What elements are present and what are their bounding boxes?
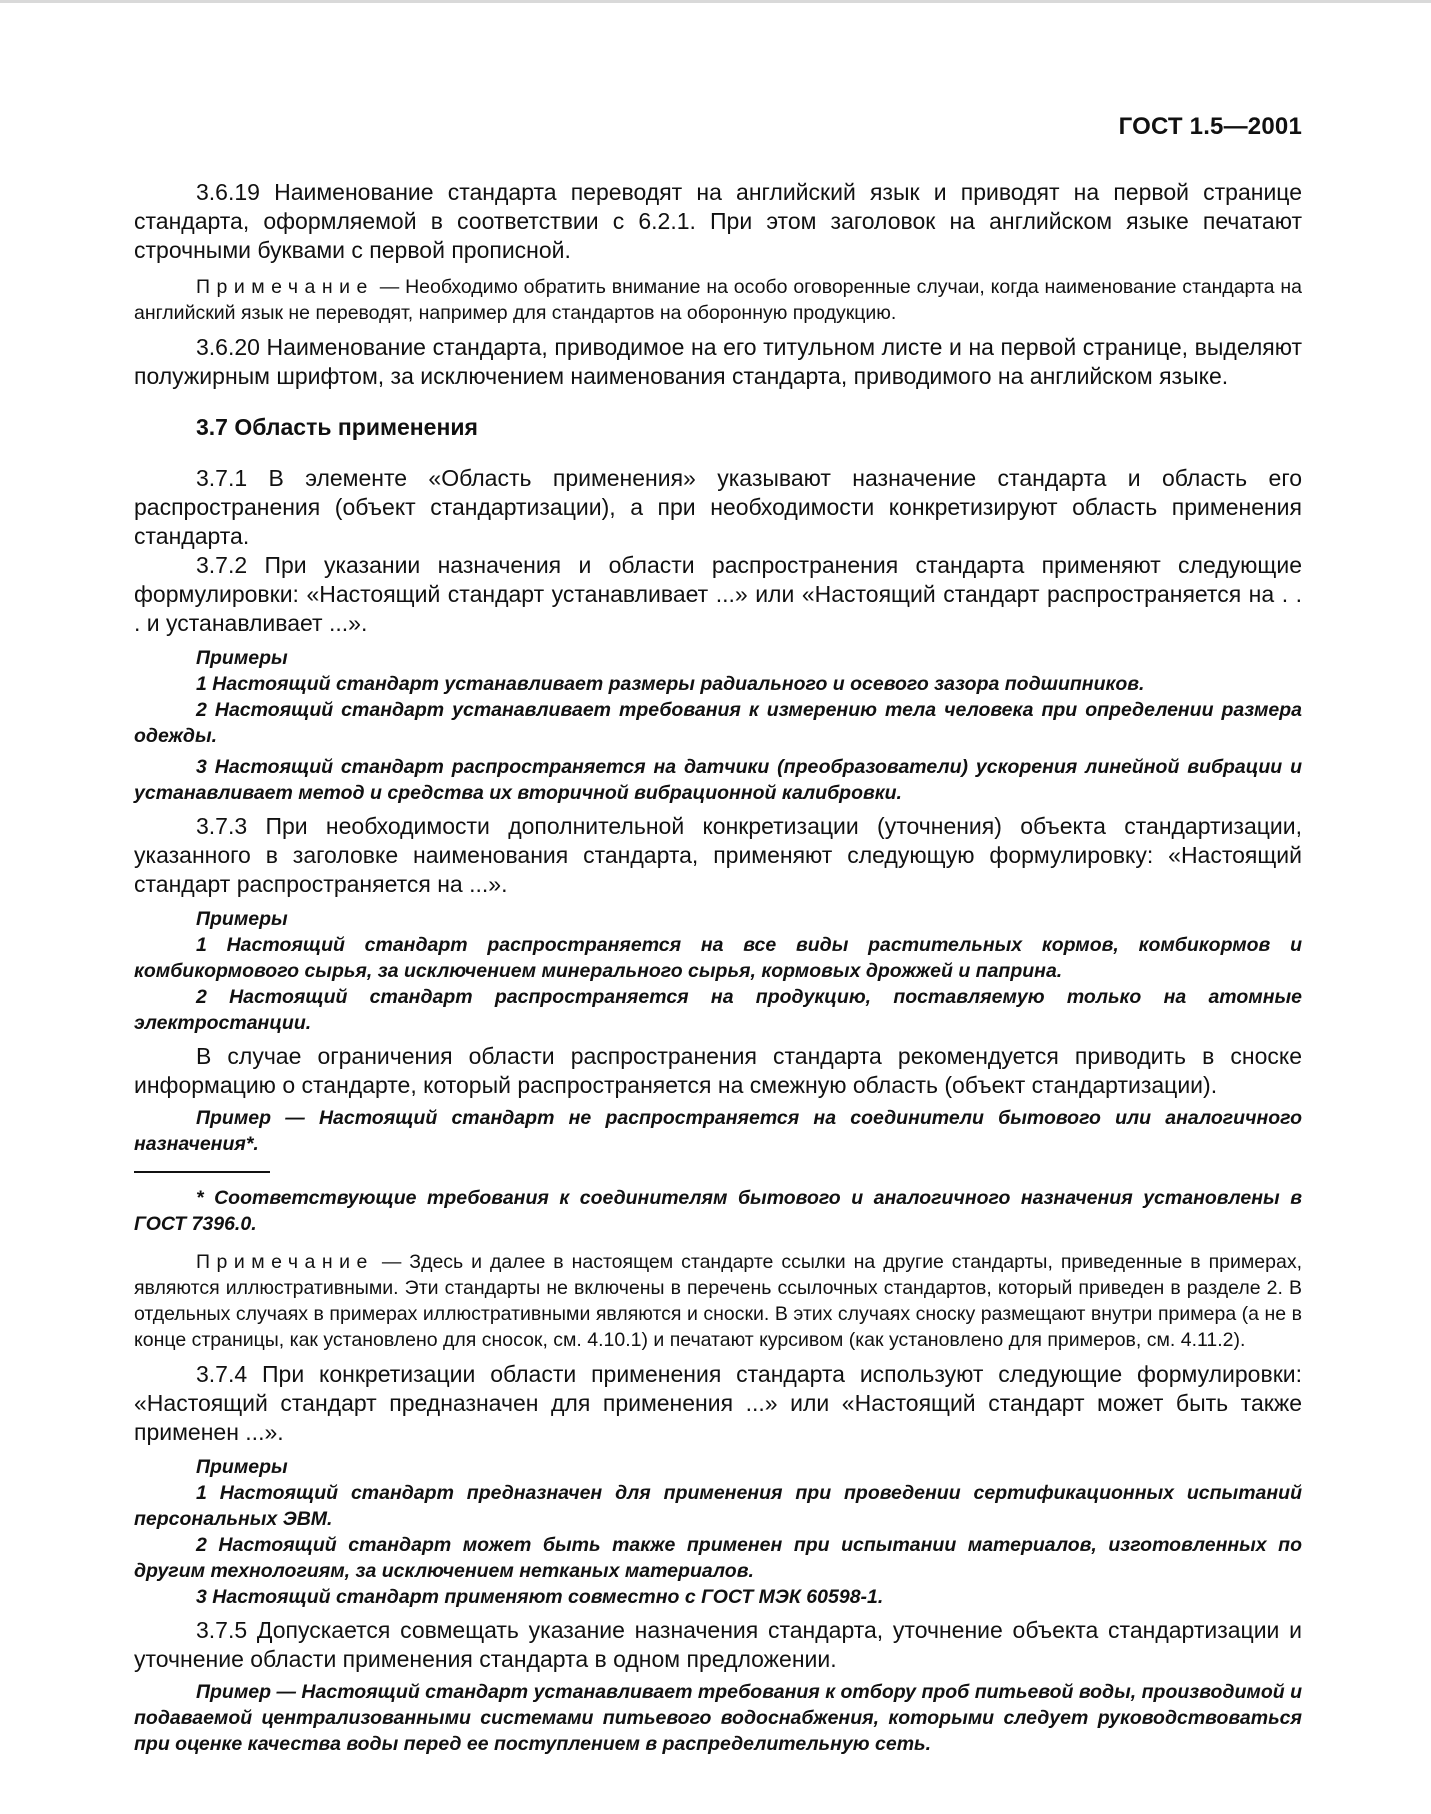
- note-label: Примечание: [196, 276, 374, 298]
- note-label: Примечание: [196, 1251, 374, 1273]
- example-item: 2 Настоящий стандарт распространяется на продукцию, поставляемую только на атомные электростанции.: [134, 986, 1302, 1034]
- note-1: [134, 274, 1302, 326]
- note-text: — Необходимо обратить внимание на особо оговоренные случаи, когда наименование стандарта на английский язык не переводят, например для стандартов на оборонную продукцию.: [134, 276, 1302, 324]
- example-item: 1 Настоящий стандарт распространяется на все виды растительных кормов, комбикормов и комбикормового сырья, за исключением минерального сырья, кормовых дрожжей и паприна.: [134, 934, 1302, 982]
- paragraph-3-6-19: 3.6.19 Наименование стандарта переводят на английский язык и приводят на первой странице стандарта, оформляемой в соответствии с 6.2.1. При этом заголовок на английском языке печатают строчными буквами с первой прописной.: [134, 179, 1302, 263]
- example-item: 3 Настоящий стандарт распространяется на датчики (преобразователи) ускорения линейной вибрации и устанавливает метод и средства их вторичной вибрационной калибровки.: [134, 756, 1302, 804]
- example-item: 1 Настоящий стандарт предназначен для применения при проведении сертификационных испытаний персональных ЭВМ.: [134, 1482, 1302, 1530]
- examples-heading: Примеры: [196, 1456, 288, 1478]
- paragraph-limitation: В случае ограничения области распространения стандарта рекомендуется приводить в сноске информацию о стандарте, который распространяется на смежную область (объект стандартизации).: [134, 1043, 1302, 1098]
- example-single: Пример — Настоящий стандарт не распространяется на соединители бытового или аналогичного назначения*.: [134, 1107, 1302, 1155]
- note-text: — Здесь и далее в настоящем стандарте ссылки на другие стандарты, приведенные в примерах, являются иллюстративными. Эти стандарты не включены в перечень ссылочных стандартов, который приведен в разделе 2. В отдельных случаях в примерах иллюстративными являются и сноски. В этих случаях сноску размещают внутри примера (а не в конце страницы, как установлено для сносок, см. 4.10.1) и печатают курсивом (как установлено для примеров, см. 4.11.2).: [134, 1251, 1302, 1351]
- page-header-standard-number: ГОСТ 1.5—2001: [1118, 113, 1302, 140]
- paragraph-3-7-5: 3.7.5 Допускается совмещать указание назначения стандарта, уточнение объекта стандартизации и уточнение области применения стандарта в одном предложении.: [134, 1617, 1302, 1672]
- paragraph-3-7-2: 3.7.2 При указании назначения и области распространения стандарта применяют следующие формулировки: «Настоящий стандарт устанавливает ...» или «Настоящий стандарт распространяется на . . . и устанавливает ...».: [134, 552, 1302, 636]
- examples-heading: Примеры: [196, 647, 288, 669]
- note-2: [134, 1249, 1302, 1353]
- top-border: [0, 0, 1431, 3]
- example-single: Пример — Настоящий стандарт устанавливает требования к отбору проб питьевой воды, производимой и подаваемой централизованными системами питьевого водоснабжения, которыми следует руководствоваться при оценке качества воды перед ее поступлением в распределительную сеть.: [134, 1681, 1302, 1755]
- section-heading-3-7: 3.7 Область применения: [196, 414, 478, 440]
- example-item: 2 Настоящий стандарт может быть также применен при испытании материалов, изготовленных по другим технологиям, за исключением нетканых материалов.: [134, 1534, 1302, 1582]
- paragraph-3-7-3: 3.7.3 При необходимости дополнительной конкретизации (уточнения) объекта стандартизации, указанного в заголовке наименования стандарта, применяют следующую формулировку: «Настоящий стандарт распространяется на ...».: [134, 813, 1302, 897]
- example-item: 1 Настоящий стандарт устанавливает размеры радиального и осевого зазора подшипников.: [196, 673, 1145, 695]
- footnote-separator: [134, 1171, 270, 1173]
- example-item: 3 Настоящий стандарт применяют совместно с ГОСТ МЭК 60598-1.: [196, 1586, 884, 1608]
- document-body: [134, 178, 1302, 1757]
- paragraph-3-7-1: 3.7.1 В элементе «Область применения» указывают назначение стандарта и область его распространения (объект стандартизации), а при необходимости конкретизируют область применения стандарта.: [134, 465, 1302, 549]
- examples-heading: Примеры: [196, 908, 288, 930]
- footnote: * Соответствующие требования к соединителям бытового и аналогичного назначения установлены в ГОСТ 7396.0.: [134, 1187, 1302, 1235]
- example-item: 2 Настоящий стандарт устанавливает требования к измерению тела человека при определении размера одежды.: [134, 699, 1302, 747]
- paragraph-3-7-4: 3.7.4 При конкретизации области применения стандарта используют следующие формулировки: «Настоящий стандарт предназначен для применения ...» или «Настоящий стандарт может быть также применен ...».: [134, 1361, 1302, 1445]
- paragraph-3-6-20: 3.6.20 Наименование стандарта, приводимое на его титульном листе и на первой странице, выделяют полужирным шрифтом, за исключением наименования стандарта, приводимого на английском языке.: [134, 334, 1302, 389]
